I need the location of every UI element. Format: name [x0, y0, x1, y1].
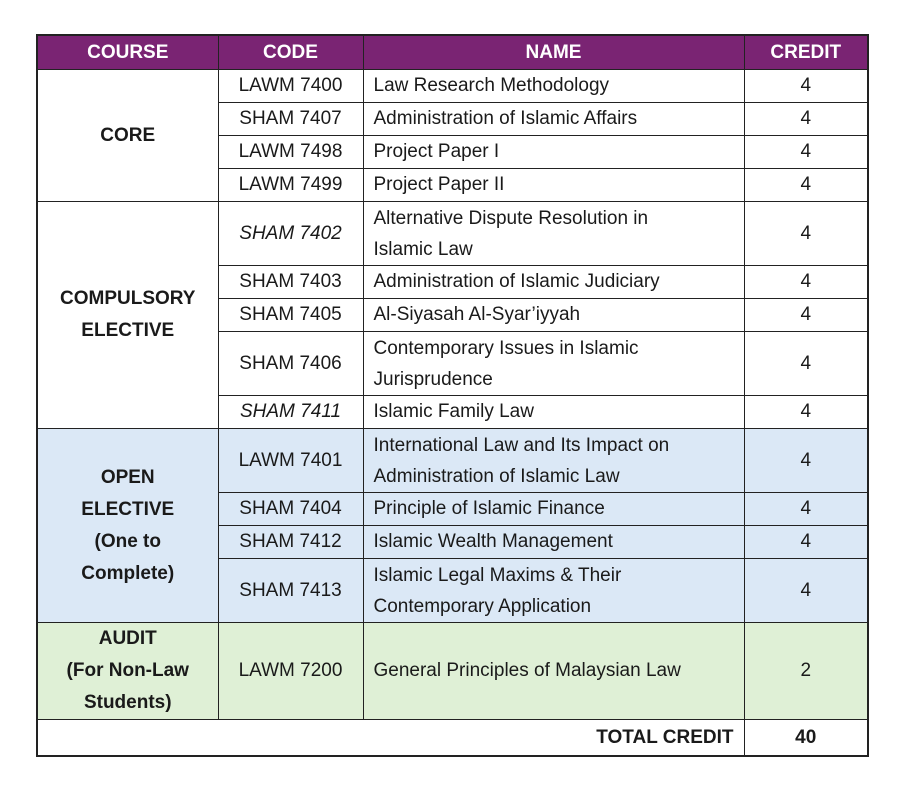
course-credit: 4 [744, 136, 868, 169]
course-name [363, 332, 744, 396]
course-name: General Principles of Malaysian Law [363, 623, 744, 720]
curriculum-table [36, 34, 869, 757]
course-credit: 4 [744, 299, 868, 332]
course-name: Islamic Family Law [363, 396, 744, 429]
course-name-line: Alternative Dispute Resolution in [373, 207, 649, 229]
course-code: LAWM 7400 [218, 70, 363, 103]
header-code: CODE [218, 35, 363, 70]
course-code: SHAM 7404 [218, 493, 363, 526]
group-label-line: (For Non-Law [66, 660, 189, 681]
group-label-line: ELECTIVE [81, 498, 175, 520]
group-label-line: COMPULSORY [60, 288, 196, 309]
course-name-line: Islamic Legal Maxims & Their [373, 564, 622, 586]
table-row [37, 429, 868, 493]
total-credit-label: TOTAL CREDIT [37, 720, 744, 757]
header-name: NAME [363, 35, 744, 70]
course-code: SHAM 7403 [218, 266, 363, 299]
group-core [37, 70, 218, 202]
group-audit [37, 623, 218, 720]
course-code: LAWM 7401 [218, 429, 363, 493]
group-label-line: ELECTIVE [81, 320, 175, 341]
header-credit: CREDIT [744, 35, 868, 70]
group-core-label: CORE [100, 124, 156, 146]
course-code: LAWM 7499 [218, 169, 363, 202]
course-name: Administration of Islamic Affairs [363, 103, 744, 136]
course-credit: 4 [744, 332, 868, 396]
group-label-line: Complete) [81, 562, 175, 584]
course-name: Project Paper I [363, 136, 744, 169]
course-name-line: Islamic Law [373, 238, 473, 260]
course-code: SHAM 7402 [218, 202, 363, 266]
course-name-line: Jurisprudence [373, 368, 493, 390]
course-name: Law Research Methodology [363, 70, 744, 103]
course-name-line: International Law and Its Impact on [373, 434, 670, 456]
total-credit-value: 40 [744, 720, 868, 757]
table-row [37, 623, 868, 720]
course-code: LAWM 7498 [218, 136, 363, 169]
course-code: SHAM 7405 [218, 299, 363, 332]
course-credit: 4 [744, 429, 868, 493]
course-code: SHAM 7412 [218, 526, 363, 559]
table-row [37, 70, 868, 103]
course-name: Islamic Wealth Management [363, 526, 744, 559]
course-name-line: Contemporary Application [373, 595, 592, 617]
course-credit: 4 [744, 169, 868, 202]
course-name [363, 202, 744, 266]
course-credit: 4 [744, 103, 868, 136]
course-name-line: Contemporary Issues in Islamic [373, 337, 639, 359]
group-label-line: Students) [83, 692, 172, 713]
course-code: SHAM 7407 [218, 103, 363, 136]
course-code: SHAM 7406 [218, 332, 363, 396]
header-course: COURSE [37, 35, 218, 70]
total-row [37, 720, 868, 757]
table-row [37, 202, 868, 266]
group-open-elective [37, 429, 218, 623]
course-credit: 2 [744, 623, 868, 720]
course-credit: 4 [744, 396, 868, 429]
group-label-line: (One to [94, 530, 161, 552]
course-name: Administration of Islamic Judiciary [363, 266, 744, 299]
course-name [363, 429, 744, 493]
course-code: LAWM 7200 [218, 623, 363, 720]
course-credit: 4 [744, 70, 868, 103]
course-credit: 4 [744, 526, 868, 559]
course-name: Project Paper II [363, 169, 744, 202]
course-credit: 4 [744, 559, 868, 623]
course-name: Principle of Islamic Finance [363, 493, 744, 526]
header-row [37, 35, 868, 70]
course-code: SHAM 7411 [218, 396, 363, 429]
course-name [363, 559, 744, 623]
course-name-line: Administration of Islamic Law [373, 465, 620, 487]
group-label-line: OPEN [100, 466, 155, 488]
group-compulsory-elective [37, 202, 218, 429]
course-code: SHAM 7413 [218, 559, 363, 623]
group-label-line: AUDIT [98, 628, 157, 649]
course-credit: 4 [744, 493, 868, 526]
course-credit: 4 [744, 202, 868, 266]
course-name: Al-Siyasah Al-Syar’iyyah [363, 299, 744, 332]
course-credit: 4 [744, 266, 868, 299]
